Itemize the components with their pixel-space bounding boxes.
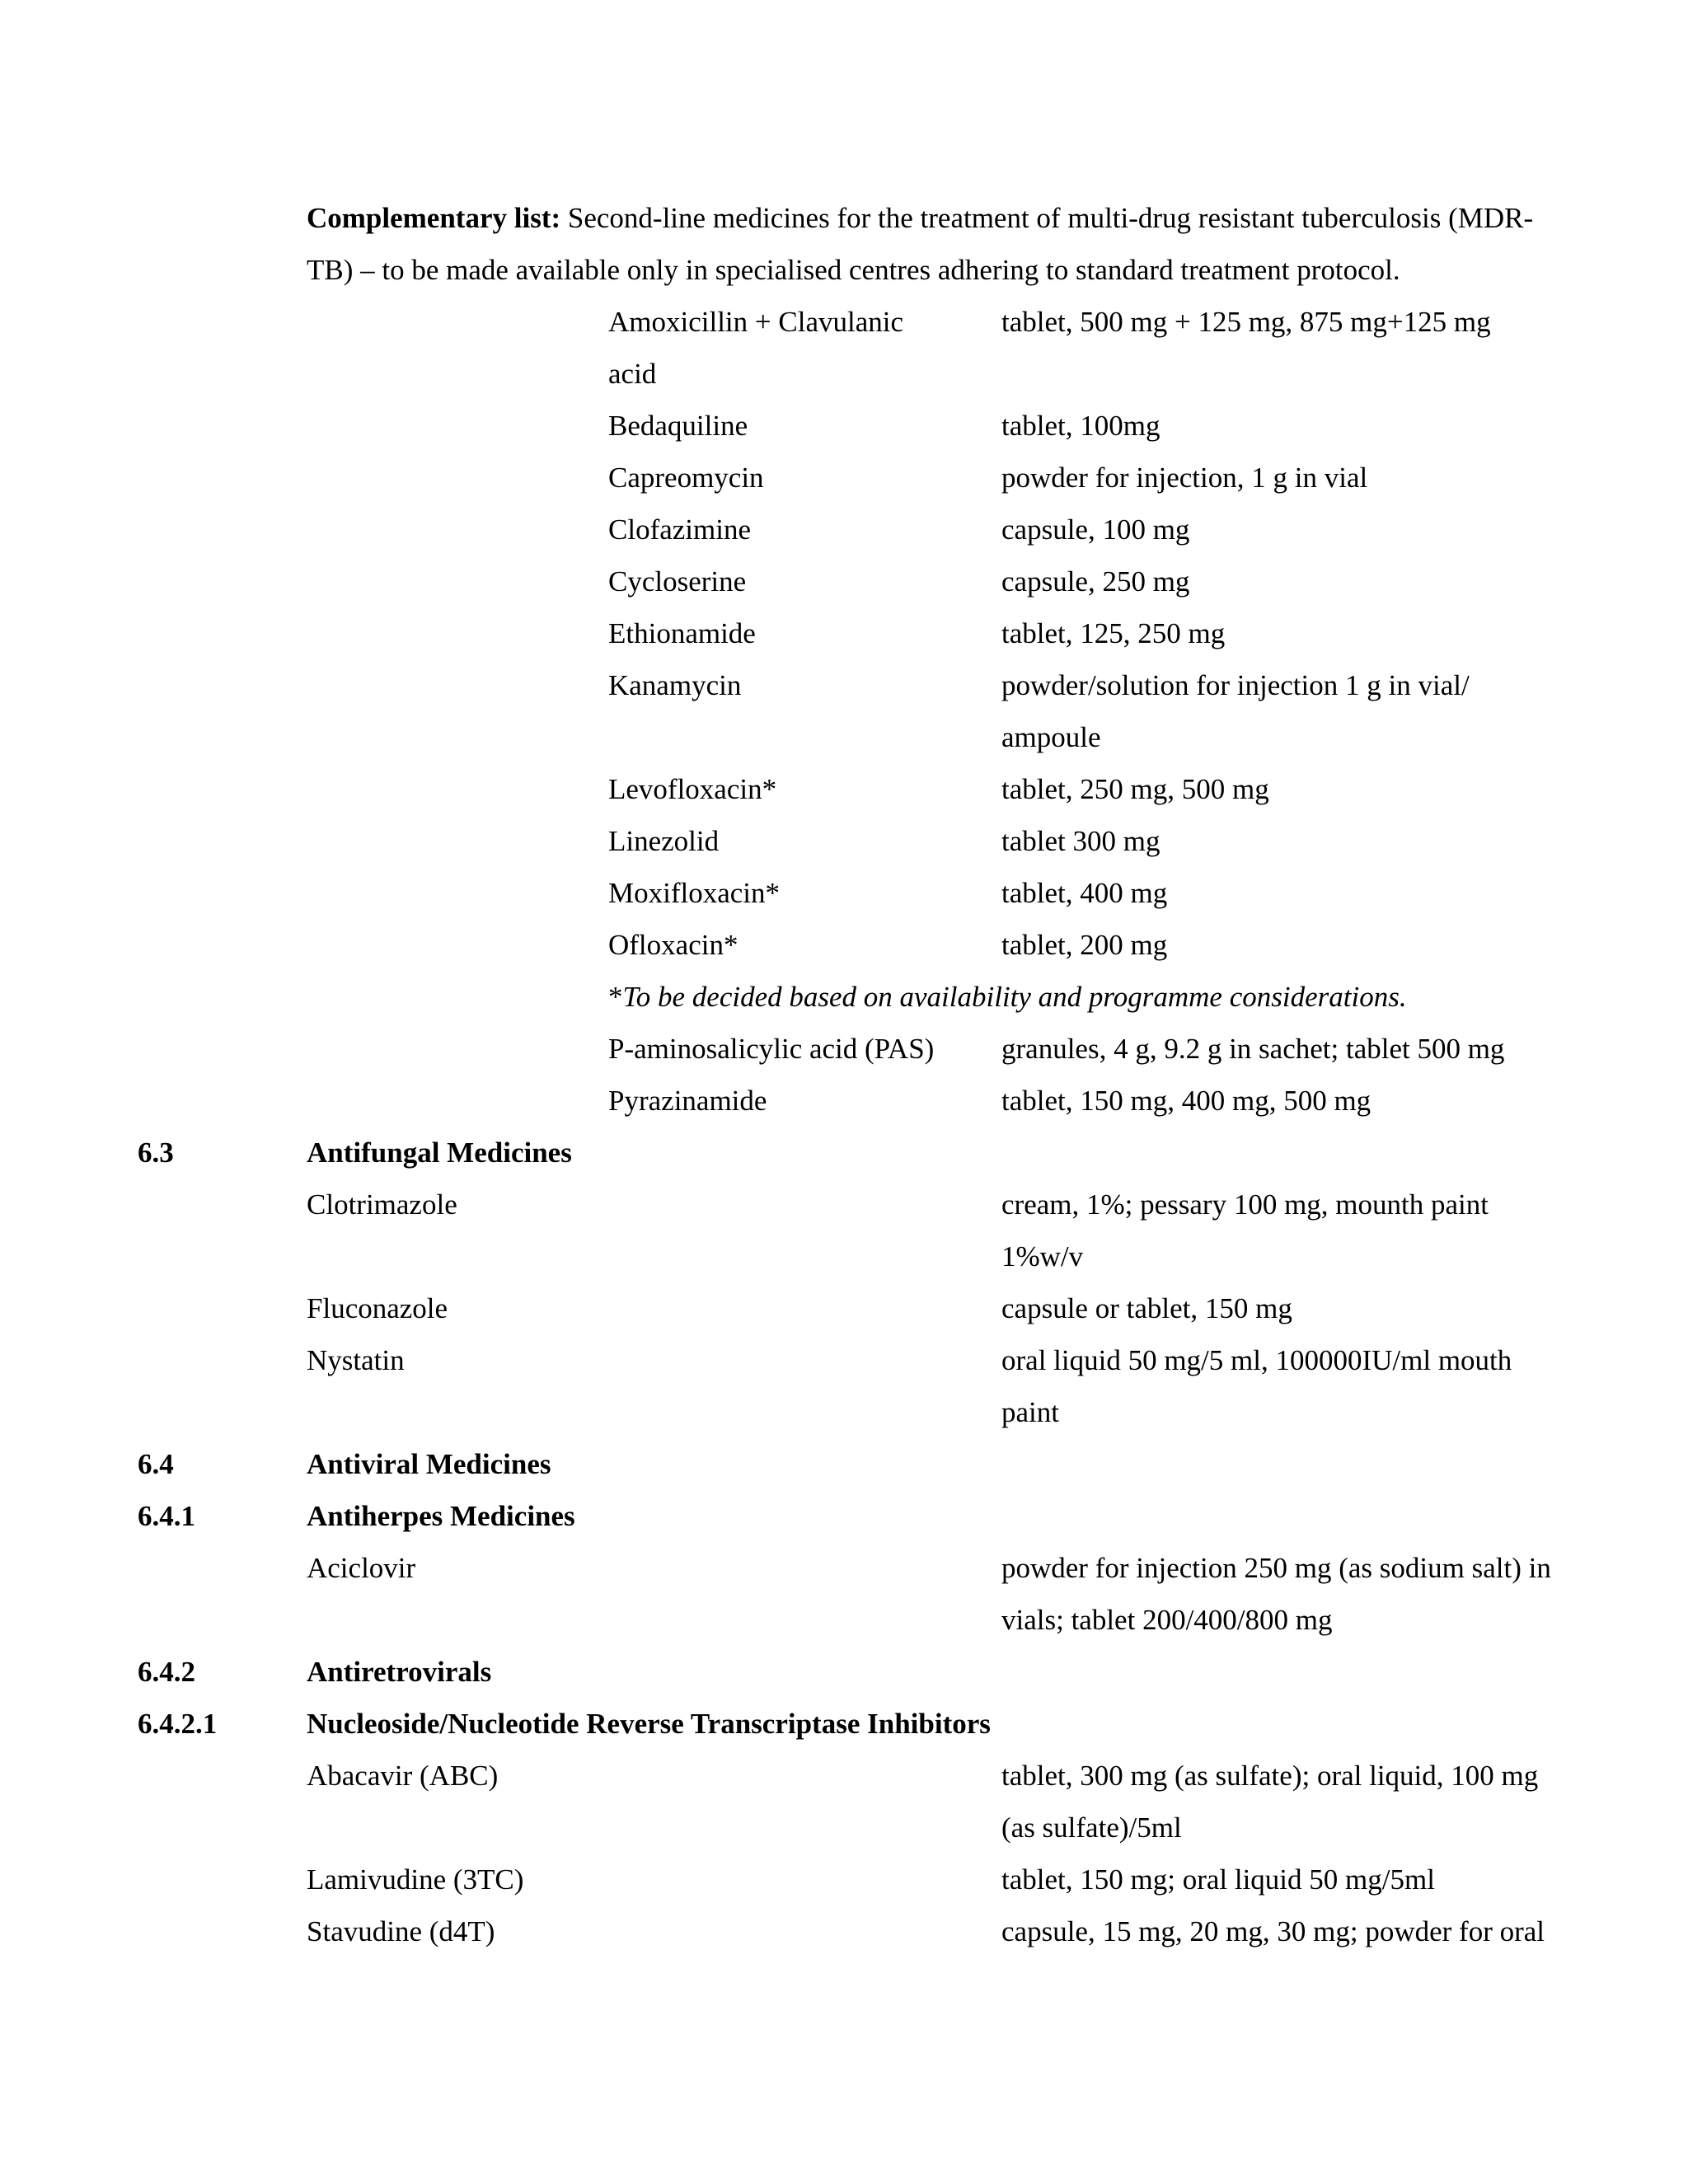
drug-name: Kanamycin bbox=[608, 669, 742, 701]
section-number: 6.4.2.1 bbox=[138, 1708, 218, 1740]
drug-form: tablet, 500 mg + 125 mg, 875 mg+125 mg bbox=[1001, 306, 1491, 338]
section-title: Antiherpes Medicines bbox=[307, 1500, 575, 1532]
drug-name: Clotrimazole bbox=[307, 1188, 457, 1221]
drug-form: cream, 1%; pessary 100 mg, mounth paint bbox=[1001, 1188, 1489, 1221]
drug-form: granules, 4 g, 9.2 g in sachet; tablet 500 mg bbox=[1001, 1033, 1505, 1065]
drug-form: powder for injection 250 mg (as sodium salt) in bbox=[1001, 1552, 1551, 1584]
drug-name: Linezolid bbox=[608, 825, 720, 857]
drug-form: capsule, 100 mg bbox=[1001, 513, 1190, 546]
section-number: 6.4 bbox=[138, 1448, 174, 1480]
intro-line-2: TB) – to be made available only in specialised centres adhering to standard treatment protocol. bbox=[307, 254, 1400, 286]
section-number: 6.3 bbox=[138, 1137, 174, 1169]
section-title: Antiretrovirals bbox=[307, 1656, 492, 1688]
complementary-list-label: Complementary list: bbox=[307, 202, 561, 234]
drug-form: tablet, 125, 250 mg bbox=[1001, 617, 1226, 649]
drug-name: Bedaquiline bbox=[608, 410, 748, 442]
section-title: Antifungal Medicines bbox=[307, 1137, 572, 1169]
drug-name: Cycloserine bbox=[608, 565, 747, 598]
drug-form: capsule or tablet, 150 mg bbox=[1001, 1292, 1292, 1324]
drug-form: tablet, 150 mg, 400 mg, 500 mg bbox=[1001, 1085, 1372, 1117]
drug-name: Amoxicillin + Clavulanic bbox=[608, 306, 904, 338]
drug-name: Fluconazole bbox=[307, 1292, 448, 1324]
footnote bbox=[608, 971, 1407, 1023]
drug-name: Aciclovir bbox=[307, 1552, 416, 1584]
drug-form: capsule, 15 mg, 20 mg, 30 mg; powder for oral bbox=[1001, 1915, 1545, 1947]
intro-line-1-text: Second-line medicines for the treatment of multi-drug resistant tuberculosis (MDR- bbox=[560, 202, 1534, 234]
drug-name: P-aminosalicylic acid (PAS) bbox=[608, 1033, 935, 1065]
drug-form-cont: vials; tablet 200/400/800 mg bbox=[1001, 1604, 1333, 1636]
drug-form: powder for injection, 1 g in vial bbox=[1001, 462, 1368, 494]
drug-form-cont: 1%w/v bbox=[1001, 1240, 1084, 1272]
drug-name: Moxifloxacin* bbox=[608, 877, 781, 909]
drug-name: Lamivudine (3TC) bbox=[307, 1863, 524, 1896]
drug-name: Nystatin bbox=[307, 1344, 405, 1376]
footnote-star: * bbox=[608, 981, 623, 1013]
section-number: 6.4.1 bbox=[138, 1500, 195, 1532]
section-title: Antiviral Medicines bbox=[307, 1448, 551, 1480]
drug-form-cont: paint bbox=[1001, 1396, 1059, 1428]
drug-form-cont: (as sulfate)/5ml bbox=[1001, 1811, 1182, 1844]
drug-name: Ethionamide bbox=[608, 617, 756, 649]
drug-name: Levofloxacin* bbox=[608, 773, 777, 805]
drug-form: tablet 300 mg bbox=[1001, 825, 1160, 857]
footnote-text: To be decided based on availability and programme considerations. bbox=[622, 981, 1407, 1013]
intro-line-1 bbox=[307, 192, 1592, 244]
drug-form: tablet, 200 mg bbox=[1001, 929, 1168, 961]
drug-name: Stavudine (d4T) bbox=[307, 1915, 495, 1947]
drug-form: capsule, 250 mg bbox=[1001, 565, 1190, 598]
drug-form: oral liquid 50 mg/5 ml, 100000IU/ml mouth bbox=[1001, 1344, 1512, 1376]
drug-name: Abacavir (ABC) bbox=[307, 1760, 499, 1792]
drug-form: tablet, 400 mg bbox=[1001, 877, 1168, 909]
drug-form: tablet, 300 mg (as sulfate); oral liquid, 100 mg bbox=[1001, 1760, 1539, 1792]
drug-form: tablet, 100mg bbox=[1001, 410, 1160, 442]
drug-name: Ofloxacin* bbox=[608, 929, 738, 961]
drug-name: Clofazimine bbox=[608, 513, 752, 546]
drug-name-cont: acid bbox=[608, 358, 657, 390]
section-title: Nucleoside/Nucleotide Reverse Transcriptase Inhibitors bbox=[307, 1708, 991, 1740]
drug-form-cont: ampoule bbox=[1001, 721, 1101, 753]
drug-name: Pyrazinamide bbox=[608, 1085, 767, 1117]
drug-form: tablet, 150 mg; oral liquid 50 mg/5ml bbox=[1001, 1863, 1435, 1896]
intro-paragraph bbox=[307, 192, 1592, 296]
drug-form: tablet, 250 mg, 500 mg bbox=[1001, 773, 1269, 805]
drug-form: powder/solution for injection 1 g in vial/ bbox=[1001, 669, 1470, 701]
section-number: 6.4.2 bbox=[138, 1656, 195, 1688]
drug-name: Capreomycin bbox=[608, 462, 764, 494]
